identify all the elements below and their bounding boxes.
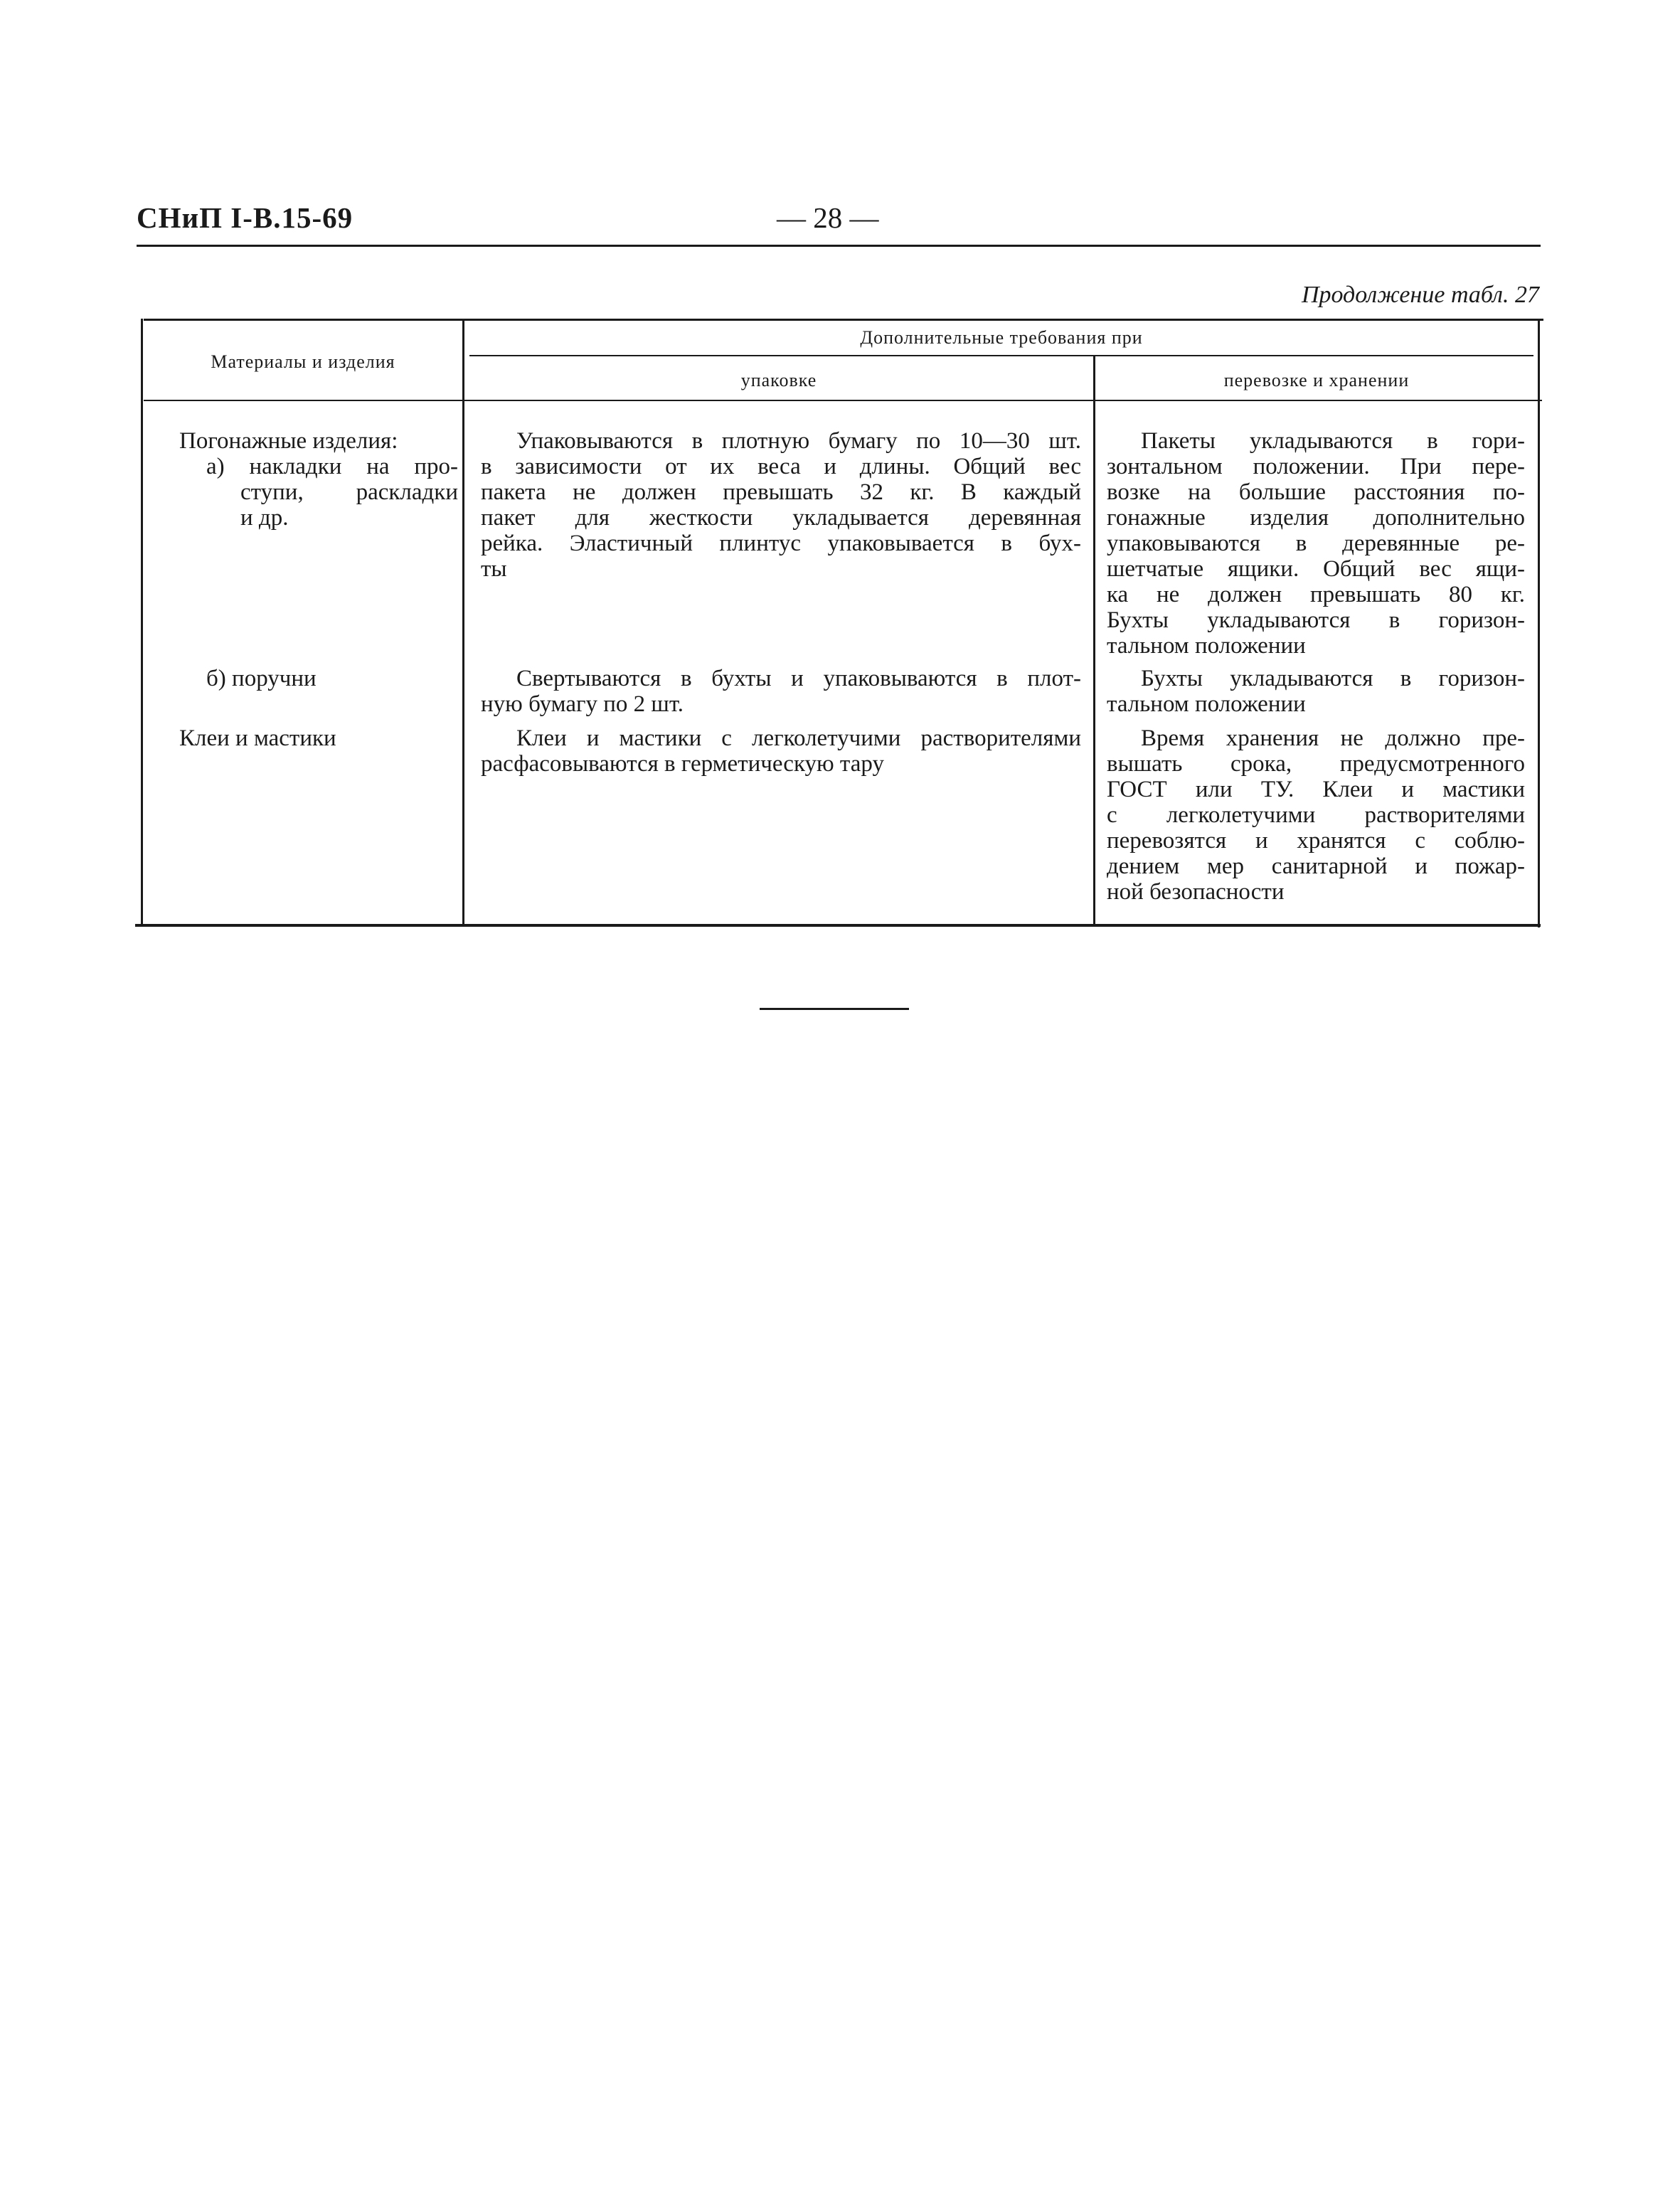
transport-line: Бухты укладываются в горизон-: [1141, 666, 1525, 691]
packing-line: Упаковываются в плотную бумагу по 10—30 шт.: [516, 428, 1081, 454]
requirements-table: [135, 319, 1543, 926]
transport-cell-molded-products: [1107, 428, 1525, 659]
transport-line: ной безопасности: [1107, 879, 1285, 905]
page-header: [137, 201, 1539, 246]
transport-line: Бухты укладываются в горизон-: [1107, 607, 1525, 633]
material-line: и др.: [240, 505, 289, 531]
transport-line: ГОСТ или ТУ. Клеи и мастики: [1107, 777, 1525, 802]
packing-cell-handrails: [481, 666, 1081, 717]
table-right-rule: [1538, 319, 1540, 927]
packing-line: пакета не должен превышать 32 кг. В каждый: [481, 479, 1081, 505]
transport-line: шетчатые ящики. Общий вес ящи-: [1107, 556, 1525, 582]
transport-line: тальном положении: [1107, 633, 1306, 659]
material-line: б) поручни: [206, 666, 317, 691]
transport-cell-adhesives: [1107, 725, 1525, 905]
packing-line: Клеи и мастики с легколетучими растворителями: [516, 725, 1081, 751]
transport-line: упаковываются в деревянные ре-: [1107, 531, 1525, 556]
transport-line: дением мер санитарной и пожар-: [1107, 854, 1525, 879]
transport-line: ка не должен превышать 80 кг.: [1107, 582, 1525, 607]
header-materials: Материалы и изделия: [211, 351, 395, 372]
packing-line: Свертываются в бухты и упаковываются в плот-: [516, 666, 1081, 691]
packing-line: ты: [481, 556, 507, 582]
header-rule: [137, 245, 1541, 247]
transport-line: тальном положении: [1107, 691, 1306, 717]
packing-line: в зависимости от их веса и длины. Общий вес: [481, 454, 1081, 479]
group-header-underline: [469, 355, 1533, 356]
col-divider-materials: [462, 319, 464, 925]
table-bottom-rule: [135, 924, 1541, 927]
header-packing: упаковке: [740, 370, 817, 390]
material-line: а) накладки на про-: [206, 454, 458, 479]
packing-line: пакет для жесткости укладывается деревянная: [481, 505, 1081, 531]
table-continuation-label: Продолжение табл. 27: [1301, 282, 1539, 308]
material-cell-molded-products: [179, 428, 458, 531]
transport-line: гонажные изделия дополнительно: [1107, 505, 1525, 531]
packing-cell-adhesives: [481, 725, 1081, 777]
end-of-section-rule: [760, 1008, 909, 1010]
material-cell-adhesives: [179, 725, 458, 751]
table-top-rule: [144, 319, 1543, 321]
transport-line: перевозятся и хранятся с соблю-: [1107, 828, 1525, 854]
header-additional-requirements: Дополнительные требования при: [860, 327, 1143, 348]
col-divider-packing: [1093, 356, 1095, 925]
transport-line: Пакеты укладываются в гори-: [1141, 428, 1525, 454]
header-transport-storage: перевозке и хранении: [1223, 370, 1410, 390]
material-line: ступи, раскладки: [240, 479, 458, 505]
packing-line: ную бумагу по 2 шт.: [481, 691, 684, 717]
transport-line: вышать срока, предусмотренного: [1107, 751, 1525, 777]
transport-line: возке на большие расстояния по-: [1107, 479, 1525, 505]
header-bottom-rule: [144, 400, 1542, 401]
transport-cell-handrails: [1107, 666, 1525, 717]
page-number: — 28 —: [777, 201, 879, 234]
material-line: Погонажные изделия:: [179, 428, 398, 454]
table-left-rule: [141, 319, 143, 926]
material-line: Клеи и мастики: [179, 725, 336, 751]
packing-cell-molded-products: [481, 428, 1081, 582]
material-cell-handrails: [206, 666, 458, 691]
transport-line: зонтальном положении. При пере-: [1107, 454, 1525, 479]
packing-line: расфасовываются в герметическую тару: [481, 751, 884, 777]
transport-line: с легколетучими растворителями: [1107, 802, 1525, 828]
packing-line: рейка. Эластичный плинтус упаковывается в бух-: [481, 531, 1081, 556]
document-code: СНиП I-В.15-69: [137, 201, 353, 234]
transport-line: Время хранения не должно пре-: [1141, 725, 1525, 751]
